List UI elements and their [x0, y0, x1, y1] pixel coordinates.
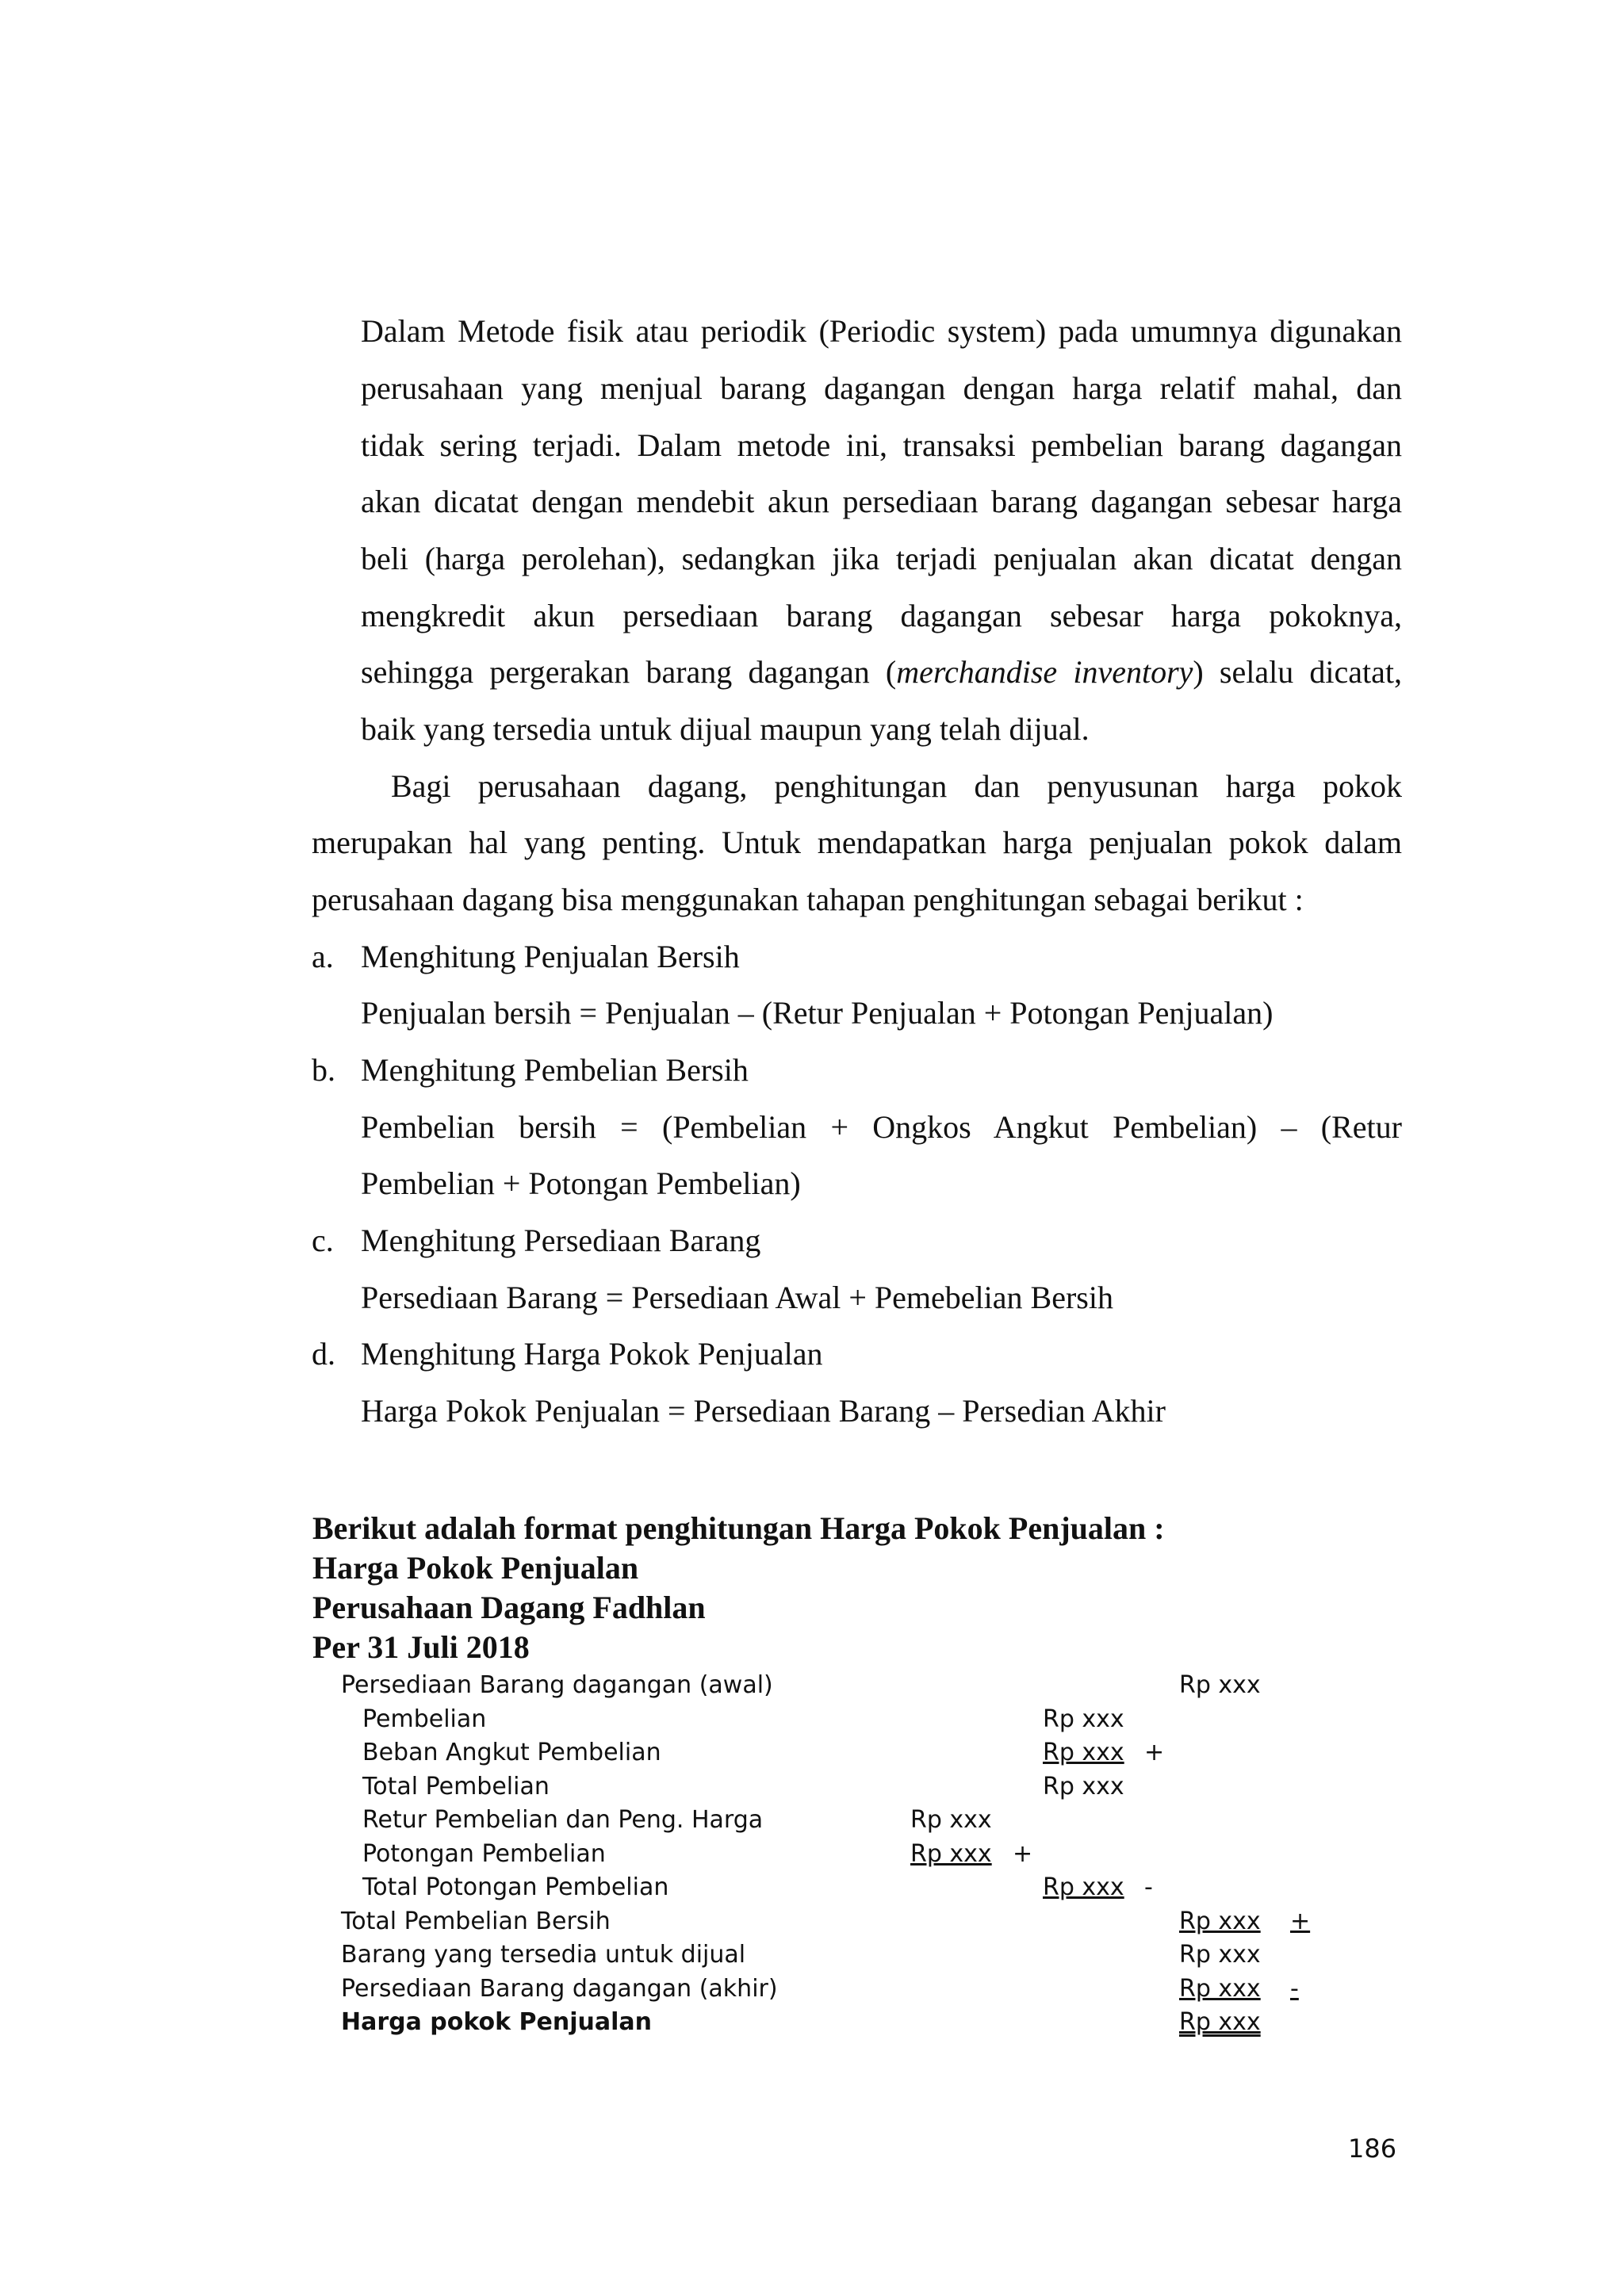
statement-title: Harga Pokok Penjualan — [312, 1550, 639, 1586]
statement-row-label: Retur Pembelian dan Peng. Harga — [362, 1806, 764, 1834]
amount-column-2: Rp xxx — [1043, 1705, 1124, 1733]
statement-company: Perusahaan Dagang Fadhlan — [312, 1590, 706, 1625]
statement-row-label: Beban Angkut Pembelian — [362, 1739, 661, 1766]
step-d-formula: Harga Pokok Penjualan = Persediaan Barang – Persedian Akhir — [361, 1393, 1166, 1429]
step-a-formula: Penjualan bersih = Penjualan – (Retur Penjualan + Potongan Penjualan) — [361, 995, 1274, 1031]
operator-column-3: - — [1290, 1974, 1299, 2003]
step-c-label: c. — [312, 1223, 334, 1258]
paragraph-2-line-2: merupakan hal yang penting. Untuk mendapatkan harga penjualan pokok dalam — [312, 825, 1402, 860]
statement-row-label: Harga pokok Penjualan — [341, 2008, 653, 2036]
operator-column-2: - — [1144, 1873, 1153, 1901]
italic-term: merchandise inventory — [896, 654, 1193, 690]
step-a-label: a. — [312, 939, 334, 974]
statement-row-label: Total Potongan Pembelian — [362, 1873, 669, 1901]
paragraph-1-line-7 — [361, 652, 1402, 692]
step-d-label: d. — [312, 1336, 335, 1372]
statement-row-label: Pembelian — [362, 1705, 487, 1733]
paragraph-1-line-7-start: sehingga pergerakan barang dagangan ( — [361, 654, 897, 690]
paragraph-1-line-5: beli (harga perolehan), sedangkan jika terjadi penjualan akan dicatat dengan — [361, 541, 1402, 576]
statement-row-label: Persediaan Barang dagangan (awal) — [341, 1671, 773, 1699]
amount-column-2: Rp xxx — [1043, 1772, 1124, 1800]
statement-row — [0, 1703, 1624, 1736]
statement-row — [0, 1973, 1624, 2006]
statement-row — [0, 1905, 1624, 1938]
amount-column-3: Rp xxx — [1179, 1941, 1261, 1969]
statement-row — [0, 1770, 1624, 1804]
step-c-title: Menghitung Persediaan Barang — [361, 1223, 761, 1258]
amount-column-2: Rp xxx — [1043, 1739, 1124, 1766]
statement-row-label: Total Pembelian Bersih — [341, 1907, 611, 1935]
page-number: 186 — [1348, 2133, 1397, 2164]
statement-row-label: Total Pembelian — [362, 1772, 550, 1800]
step-b-formula-line-2: Pembelian + Potongan Pembelian) — [361, 1165, 801, 1201]
paragraph-1-line-2: perusahaan yang menjual barang dagangan dengan harga relatif mahal, dan — [361, 370, 1402, 406]
statement-row-label: Persediaan Barang dagangan (akhir) — [341, 1974, 778, 2003]
paragraph-1-line-4: akan dicatat dengan mendebit akun persediaan barang dagangan sebesar harga — [361, 484, 1402, 519]
amount-column-1: Rp xxx — [910, 1806, 992, 1834]
statement-row — [0, 1938, 1624, 1972]
statement-row-label: Barang yang tersedia untuk dijual — [341, 1941, 746, 1969]
paragraph-1-line-3: tidak sering terjadi. Dalam metode ini, transaksi pembelian barang dagangan — [361, 427, 1402, 463]
operator-column-3: + — [1290, 1907, 1311, 1935]
statement-row — [0, 1871, 1624, 1904]
paragraph-1-line-7-end: ) selalu dicatat, — [1193, 654, 1403, 690]
amount-column-3: Rp xxx — [1179, 1907, 1261, 1935]
amount-column-3: Rp xxx — [1179, 1671, 1261, 1699]
statement-row-label: Potongan Pembelian — [362, 1839, 606, 1868]
statement-row — [0, 1669, 1624, 1702]
statement-row — [0, 2006, 1624, 2039]
format-intro-heading: Berikut adalah format penghitungan Harga Pokok Penjualan : — [312, 1510, 1165, 1546]
paragraph-1-line-1: Dalam Metode fisik atau periodik (Periodic system) pada umumnya digunakan — [361, 313, 1402, 349]
step-c-formula: Persediaan Barang = Persediaan Awal + Pemebelian Bersih — [361, 1280, 1113, 1315]
statement-row — [0, 1838, 1624, 1871]
step-d-title: Menghitung Harga Pokok Penjualan — [361, 1336, 823, 1372]
amount-column-1: Rp xxx — [910, 1839, 992, 1868]
step-b-title: Menghitung Pembelian Bersih — [361, 1052, 749, 1088]
amount-column-3: Rp xxx — [1179, 2008, 1261, 2036]
amount-column-2: Rp xxx — [1043, 1873, 1124, 1901]
step-b-label: b. — [312, 1052, 335, 1088]
paragraph-1-line-8: baik yang tersedia untuk dijual maupun yang telah dijual. — [361, 711, 1090, 747]
operator-column-1: + — [1013, 1839, 1033, 1868]
paragraph-2-line-1: Bagi perusahaan dagang, penghitungan dan penyusunan harga pokok — [391, 768, 1402, 804]
statement-row — [0, 1736, 1624, 1770]
statement-row — [0, 1804, 1624, 1837]
operator-column-2: + — [1144, 1739, 1165, 1766]
step-b-formula-line-1: Pembelian bersih = (Pembelian + Ongkos Angkut Pembelian) – (Retur — [361, 1109, 1402, 1145]
step-a-title: Menghitung Penjualan Bersih — [361, 939, 740, 974]
paragraph-1-line-6: mengkredit akun persediaan barang dagangan sebesar harga pokoknya, — [361, 598, 1402, 633]
paragraph-2-line-3: perusahaan dagang bisa menggunakan tahapan penghitungan sebagai berikut : — [312, 882, 1304, 917]
statement-date: Per 31 Juli 2018 — [312, 1629, 530, 1665]
amount-column-3: Rp xxx — [1179, 1974, 1261, 2003]
